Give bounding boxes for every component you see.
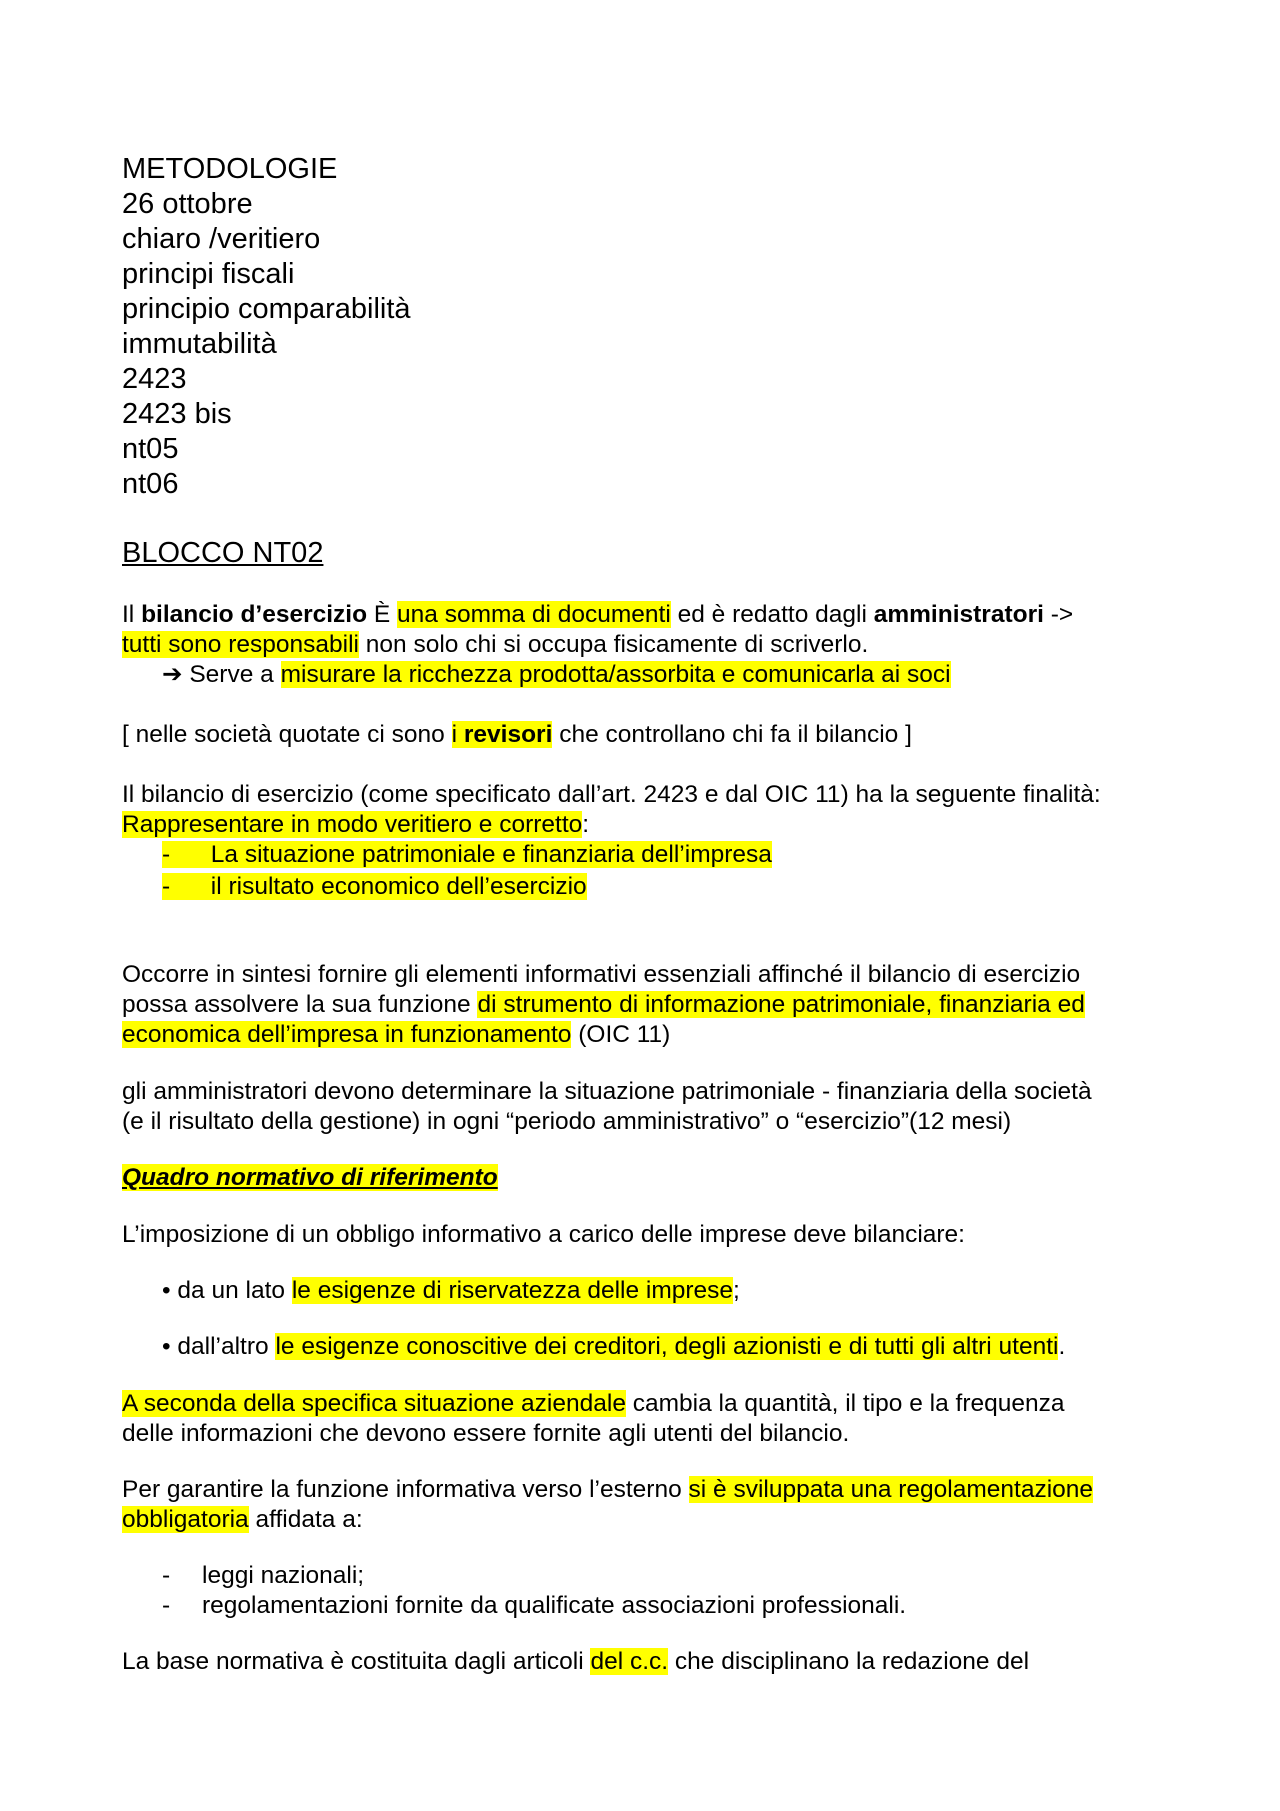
list-item: - regolamentazioni fornite da qualificate associazioni professionali. xyxy=(162,1592,907,1619)
paragraph-situazione xyxy=(122,1389,1065,1449)
notes-line: 26 ottobre xyxy=(122,188,253,220)
arrow-item: ➔ Serve a misurare la ricchezza prodotta/assorbita e comunicarla ai soci xyxy=(162,661,951,688)
list-item: - leggi nazionali; xyxy=(162,1562,365,1589)
bullet-item: • dall’altro le esigenze conoscitive dei creditori, degli azionisti e di tutti gli altri utenti. xyxy=(162,1333,1066,1360)
bullet-item: • da un lato le esigenze di riservatezza delle imprese; xyxy=(162,1277,740,1304)
paragraph-line: possa assolvere la sua funzione di strumento di informazione patrimoniale, finanziaria ed xyxy=(122,991,1085,1018)
arrow-icon: ➔ xyxy=(162,661,183,688)
notes-line: nt06 xyxy=(122,468,179,500)
paragraph-line: delle informazioni che devono essere fornite agli utenti del bilancio. xyxy=(122,1420,850,1447)
paragraph-revisori xyxy=(122,720,912,750)
section-heading: BLOCCO NT02 xyxy=(122,537,324,569)
paragraph-line: L’imposizione di un obbligo informativo a carico delle imprese deve bilanciare: xyxy=(122,1221,965,1248)
regulation-list xyxy=(122,1561,906,1621)
paragraph-bilancio xyxy=(122,600,1073,690)
notes-line: principi fiscali xyxy=(122,258,295,290)
paragraph-line: Rappresentare in modo veritiero e corretto: xyxy=(122,811,590,838)
list-item: - La situazione patrimoniale e finanziaria dell’impresa xyxy=(162,841,772,868)
paragraph-line: (e il risultato della gestione) in ogni “periodo amministrativo” o “esercizio”(12 mesi) xyxy=(122,1108,1012,1135)
paragraph-line: Il bilancio di esercizio (come specificato dall’art. 2423 e dal OIC 11) ha la seguente finalità: xyxy=(122,781,1101,808)
paragraph-base-normativa xyxy=(122,1647,1029,1677)
paragraph-finalita xyxy=(122,780,1101,902)
paragraph-sintesi xyxy=(122,960,1085,1050)
notes-line: chiaro /veritiero xyxy=(122,223,321,255)
notes-list xyxy=(122,152,411,502)
notes-line: nt05 xyxy=(122,433,179,465)
paragraph-line: gli amministratori devono determinare la situazione patrimoniale - finanziaria della società xyxy=(122,1078,1092,1105)
paragraph-line: economica dell’impresa in funzionamento (OIC 11) xyxy=(122,1021,671,1048)
paragraph-line: A seconda della specifica situazione aziendale cambia la quantità, il tipo e la frequenza xyxy=(122,1390,1065,1417)
paragraph-regolamentazione xyxy=(122,1475,1093,1535)
list-item: - il risultato economico dell’esercizio xyxy=(162,873,587,900)
paragraph-line: Occorre in sintesi fornire gli elementi informativi essenziali affinché il bilancio di esercizio xyxy=(122,961,1081,988)
notes-line: METODOLOGIE xyxy=(122,153,338,185)
notes-line: principio comparabilità xyxy=(122,293,411,325)
notes-line: 2423 bis xyxy=(122,398,232,430)
paragraph-line: obbligatoria affidata a: xyxy=(122,1506,363,1533)
paragraph-line: tutti sono responsabili non solo chi si occupa fisicamente di scriverlo. xyxy=(122,631,869,658)
subsection-heading: Quadro normativo di riferimento xyxy=(122,1164,498,1191)
paragraph-line: Il bilancio d’esercizio È una somma di documenti ed è redatto dagli amministratori -> xyxy=(122,601,1074,628)
notes-line: 2423 xyxy=(122,363,187,395)
paragraph-amministratori xyxy=(122,1077,1092,1137)
paragraph-line: La base normativa è costituita dagli articoli del c.c. che disciplinano la redazione del xyxy=(122,1648,1030,1675)
paragraph-line: Per garantire la funzione informativa verso l’esterno si è sviluppata una regolamentazione xyxy=(122,1476,1094,1503)
paragraph-line: [ nelle società quotate ci sono i revisori che controllano chi fa il bilancio ] xyxy=(122,721,912,748)
paragraph-imposizione xyxy=(122,1220,965,1250)
notes-line: immutabilità xyxy=(122,328,277,360)
